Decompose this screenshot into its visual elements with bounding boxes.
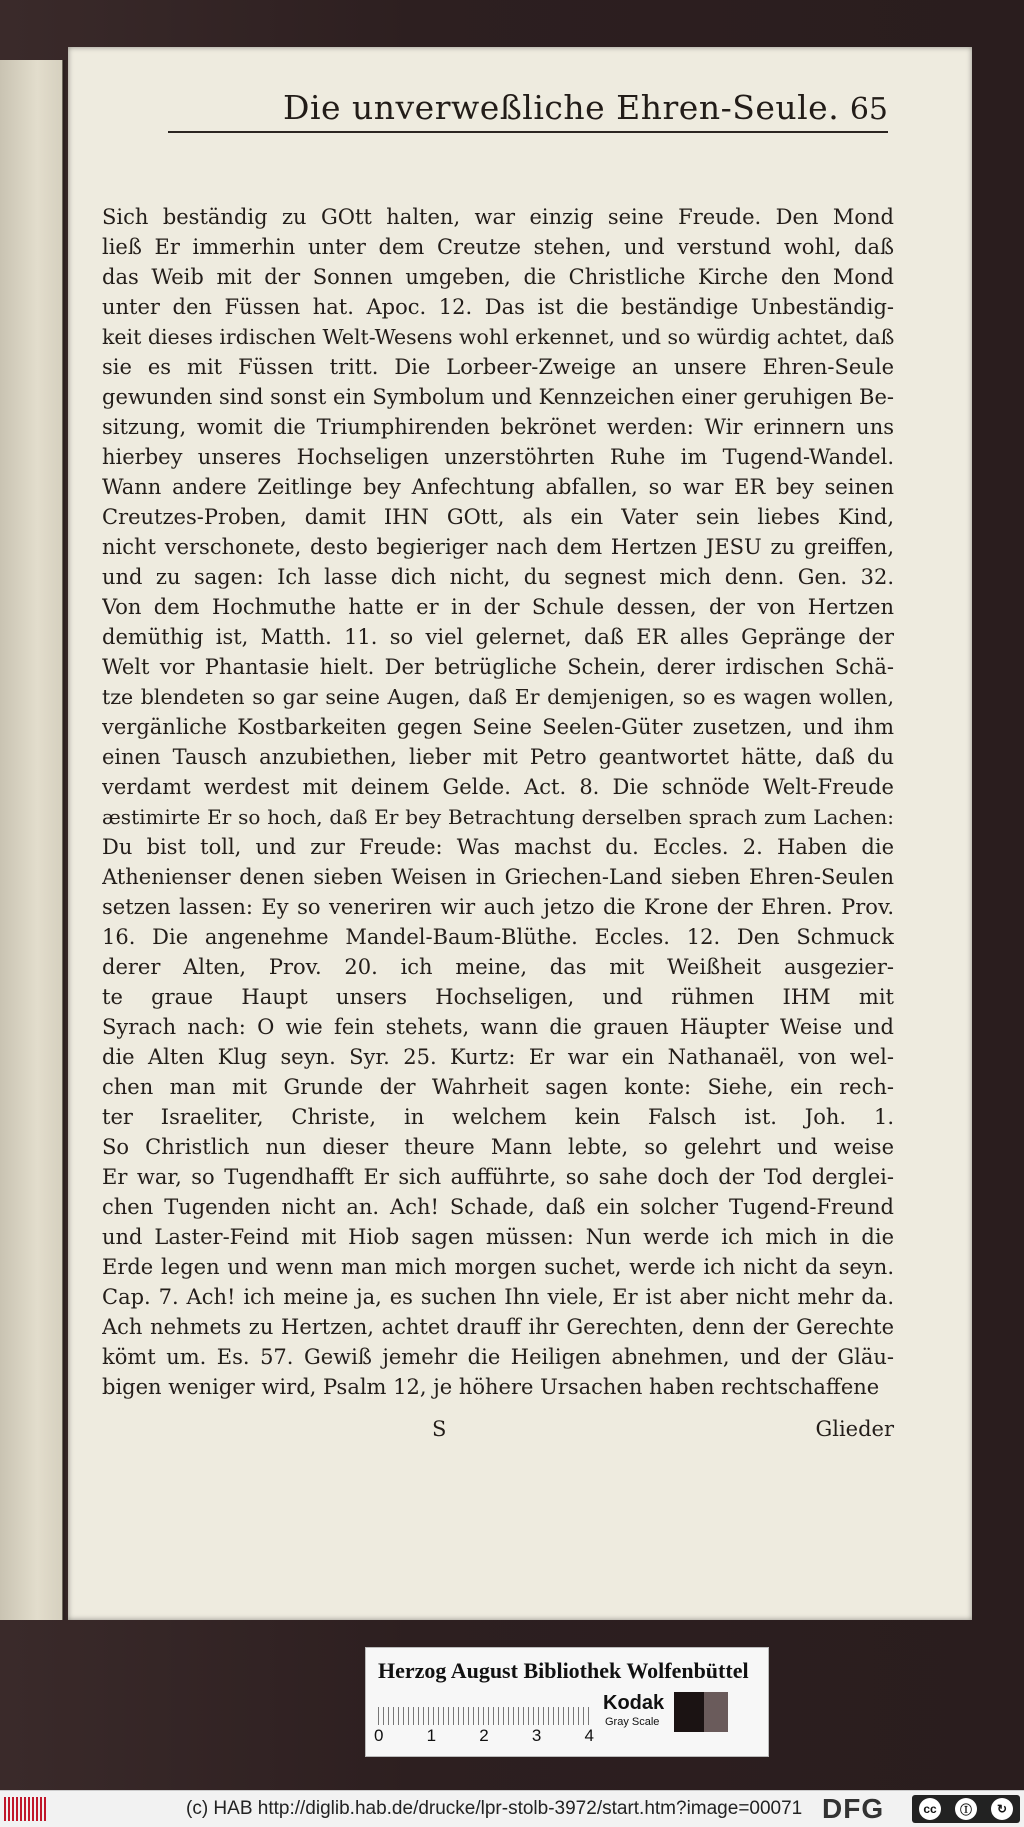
page-number: 65 — [849, 92, 888, 127]
text-line: Ach nehmets zu Hertzen, achtet drauff ihr Gerechten, denn der Gerechte — [102, 1315, 894, 1339]
text-line: vergänliche Kostbarkeiten gegen Seine Seelen-Güter zusetzen, und ihm — [102, 715, 894, 739]
book-page — [68, 47, 972, 1620]
text-line: ließ Er immerhin unter dem Creutze stehen, und verstund wohl, daß — [102, 235, 894, 259]
text-line: tze blendeten so gar seine Augen, daß Er demjenigen, so es wagen wollen, — [102, 685, 894, 709]
text-line: Sich beständig zu GOtt halten, war einzig seine Freude. Den Mond — [102, 205, 894, 229]
text-line: unter den Füssen hat. Apoc. 12. Das ist die beständige Unbeständig- — [102, 295, 894, 319]
body-text — [102, 202, 894, 1402]
running-head — [168, 57, 888, 133]
hab-barcode-icon — [4, 1797, 46, 1821]
text-line: Athenienser denen sieben Weisen in Griechen-Land sieben Ehren-Seulen — [102, 865, 894, 889]
text-line: Wann andere Zeitlinge bey Anfechtung abfallen, so war ER bey seinen — [102, 475, 894, 499]
text-line: Erde legen und wenn man mich morgen suchet, werde ich nicht da seyn. — [102, 1255, 894, 1279]
dfg-logo[interactable]: DFG — [822, 1793, 885, 1824]
text-line: Von dem Hochmuthe hatte er in der Schule dessen, der von Hertzen — [102, 595, 894, 619]
text-line: chen man mit Grunde der Wahrheit sagen konte: Siehe, ein rech- — [102, 1075, 894, 1099]
gray-swatch-black — [674, 1692, 704, 1732]
text-line: 16. Die angenehme Mandel-Baum-Blüthe. Eccles. 12. Den Schmuck — [102, 925, 894, 949]
text-line: das Weib mit der Sonnen umgeben, die Christliche Kirche den Mond — [102, 265, 894, 289]
text-line: setzen lassen: Ey so veneriren wir auch jetzo die Krone der Ehren. Prov. — [102, 895, 894, 919]
scale-number: 1 — [426, 1726, 437, 1745]
facing-page-edge — [0, 60, 63, 1620]
scale-ruler — [378, 1693, 593, 1725]
page-footer-line — [102, 1417, 894, 1441]
text-line: Syrach nach: O wie fein stehets, wann die grauen Häupter Weise und — [102, 1015, 894, 1039]
signature-mark: S — [432, 1417, 447, 1441]
gray-swatch-dark — [704, 1692, 728, 1732]
text-line: So Christlich nun dieser theure Mann lebte, so gelehrt und weise — [102, 1135, 894, 1159]
text-line: nicht verschonete, desto begieriger nach dem Hertzen JESU zu greiffen, — [102, 535, 894, 559]
text-line: gewunden sind sonst ein Symbolum und Kennzeichen einer geruhigen Be- — [102, 385, 894, 409]
text-line: kömt um. Es. 57. Gewiß jemehr die Heiligen abnehmen, und der Gläu- — [102, 1345, 894, 1369]
text-line: demüthig ist, Matth. 11. so viel gelernet, daß ER alles Gepränge der — [102, 625, 894, 649]
text-line: bigen weniger wird, Psalm 12, je höhere Ursachen haben rechtschaffene — [102, 1375, 880, 1399]
text-line: Creutzes-Proben, damit IHN GOtt, als ein Vater sein liebes Kind, — [102, 505, 894, 529]
text-line: Er war, so Tugendhafft Er sich aufführte, so sahe doch der Tod derglei- — [102, 1165, 894, 1189]
scale-number: 3 — [531, 1726, 542, 1745]
text-line: chen Tugenden nicht an. Ach! Schade, daß ein solcher Tugend-Freund — [102, 1195, 894, 1219]
text-line: derer Alten, Prov. 20. ich meine, das mit Weißheit ausgezier- — [102, 955, 894, 979]
text-line: und Laster-Feind mit Hiob sagen müssen: Nun werde ich mich in die — [102, 1225, 894, 1249]
text-line: æstimirte Er so hoch, daß Er bey Betrachtung derselben sprach zum Lachen: — [102, 805, 894, 829]
color-calibration-card — [365, 1647, 769, 1757]
cc-license-badge[interactable] — [912, 1795, 1020, 1823]
scale-numbers — [374, 1726, 594, 1746]
scale-number: 2 — [479, 1726, 489, 1745]
catchword: Glieder — [815, 1417, 894, 1441]
text-line: Cap. 7. Ach! ich meine ja, es suchen Ihn viele, Er ist aber nicht mehr da. — [102, 1285, 894, 1309]
cc-icon: cc — [919, 1798, 941, 1820]
text-line: hierbey unseres Hochseligen unzerstöhrten Ruhe im Tugend-Wandel. — [102, 445, 894, 469]
text-line: ter Israeliter, Christe, in welchem kein Falsch ist. Joh. 1. — [102, 1105, 894, 1129]
running-title: Die unverweßliche Ehren-Seule. — [283, 88, 840, 127]
text-line: verdamt werdest mit deinem Gelde. Act. 8. Die schnöde Welt-Freude — [102, 775, 894, 799]
text-line: die Alten Klug seyn. Syr. 25. Kurtz: Er war ein Nathanaël, von wel- — [102, 1045, 894, 1069]
text-line: keit dieses irdischen Welt-Wesens wohl erkennet, und so würdig achtet, daß — [102, 325, 894, 349]
text-line: Du bist toll, und zur Freude: Was machst du. Eccles. 2. Haben die — [102, 835, 894, 859]
kodak-logo: Kodak — [603, 1692, 665, 1714]
sa-icon: ↻ — [991, 1798, 1013, 1820]
library-name: Herzog August Bibliothek Wolfenbüttel — [378, 1658, 749, 1683]
text-line: und zu sagen: Ich lasse dich nicht, du segnest mich denn. Gen. 32. — [102, 565, 894, 589]
copyright-url[interactable]: (c) HAB http://diglib.hab.de/drucke/lpr-stolb-3972/start.htm?image=00071 — [186, 1798, 803, 1819]
text-line: sitzung, womit die Triumphirenden bekrönet werden: Wir erinnern uns — [102, 415, 894, 439]
text-line: einen Tausch anzubiethen, lieber mit Petro geantwortet hätte, daß du — [102, 745, 894, 769]
text-line: te graue Haupt unsers Hochseligen, und rühmen IHM mit — [102, 985, 894, 1009]
scale-number: 4 — [584, 1726, 594, 1745]
text-line: Welt vor Phantasie hielt. Der betrügliche Schein, derer irdischen Schä- — [102, 655, 894, 679]
scale-number: 0 — [374, 1726, 384, 1745]
by-icon: Ⓘ — [955, 1798, 977, 1820]
text-line: sie es mit Füssen tritt. Die Lorbeer-Zweige an unsere Ehren-Seule — [102, 355, 894, 379]
gray-scale-label: Gray Scale — [605, 1716, 660, 1728]
viewer-footer — [0, 1790, 1024, 1827]
